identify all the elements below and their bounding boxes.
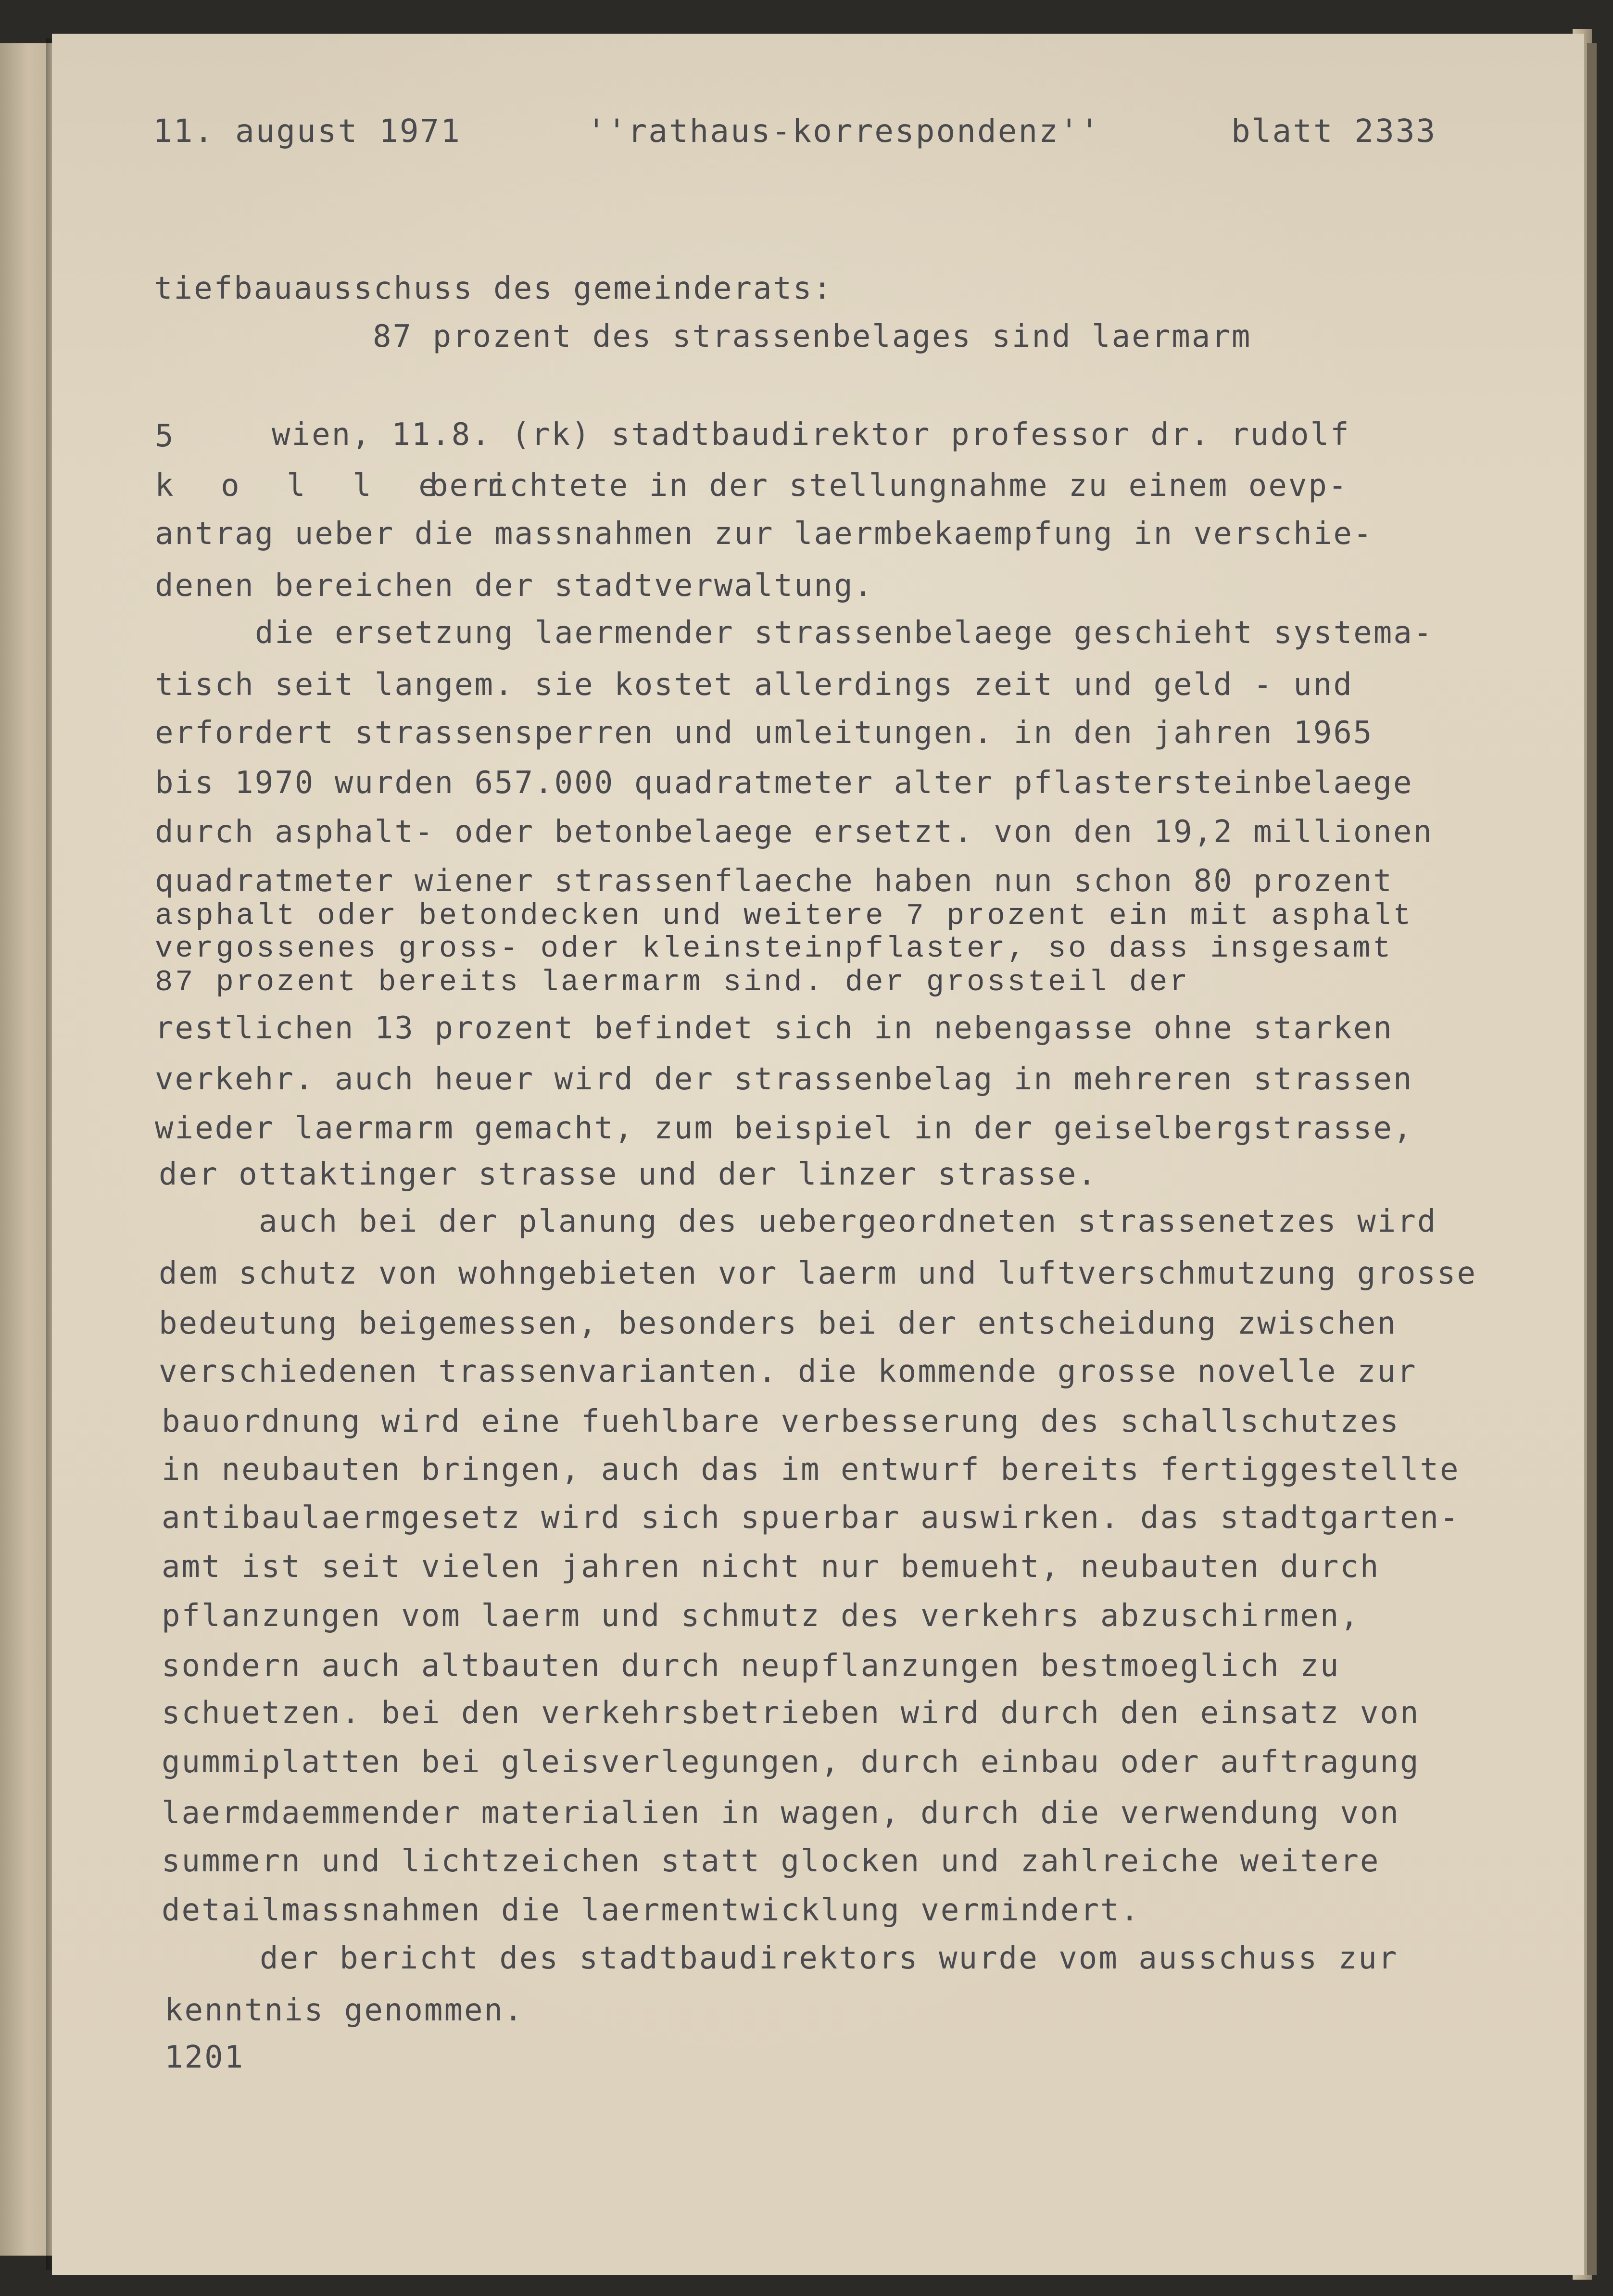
overtyped-line: asphalt oder betondecken und weitere 7 prozent ein mit asphalt (155, 899, 1413, 933)
header-publication: ''rathaus-korrespondenz'' (587, 113, 1101, 150)
text-line: bedeutung beigemessen, besonders bei der entscheidung zwischen (159, 1306, 1397, 1341)
document-page (52, 34, 1584, 2275)
footer-code: 1201 (164, 2040, 245, 2075)
text-line: verschiedenen trassenvarianten. die kommende grosse novelle zur (159, 1354, 1417, 1389)
previous-page-edge (0, 43, 52, 2256)
text-line: sondern auch altbauten durch neupflanzungen bestmoeglich zu (162, 1648, 1340, 1684)
text-line: gummiplatten bei gleisverlegungen, durch einbau oder auftragung (162, 1744, 1420, 1780)
text-line: laermdaemmender materialien in wagen, durch die verwendung von (162, 1795, 1400, 1831)
header-sheet-number: blatt 2333 (1231, 113, 1437, 150)
text-line: restlichen 13 prozent befindet sich in nebengasse ohne starken (155, 1010, 1393, 1046)
overtyped-line: vergossenes gross- oder kleinsteinpflaster, so dass insgesamt (155, 932, 1393, 966)
text-line: tisch seit langem. sie kostet allerdings zeit und geld - und (155, 667, 1353, 703)
text-line: bis 1970 wurden 657.000 quadratmeter alter pflastersteinbelaege (155, 765, 1413, 801)
text-line: amt ist seit vielen jahren nicht nur bemueht, neubauten durch (162, 1549, 1380, 1585)
paragraph-start: auch bei der planung des uebergeordneten strassenetzes wird (259, 1204, 1437, 1239)
header-date: 11. august 1971 (153, 113, 462, 150)
paragraph-start: die ersetzung laermender strassenbelaege geschieht systema- (255, 615, 1434, 651)
text-line: denen bereichen der stadtverwaltung. (155, 568, 874, 604)
text-line: antibaulaermgesetz wird sich spuerbar auswirken. das stadtgarten- (162, 1500, 1460, 1536)
text-line: durch asphalt- oder betonbelaege ersetzt. von den 19,2 millionen (155, 814, 1433, 850)
text-line: summern und lichtzeichen statt glocken und zahlreiche weitere (162, 1843, 1380, 1879)
text-line: pflanzungen vom laerm und schmutz des verkehrs abzuschirmen, (162, 1598, 1360, 1634)
text-line: wieder laermarm gemacht, zum beispiel in der geiselbergstrasse, (155, 1110, 1413, 1146)
text-line: erfordert strassensperren und umleitungen. in den jahren 1965 (155, 715, 1374, 751)
text-line: der ottaktinger strasse und der linzer strasse. (159, 1157, 1097, 1192)
text-line: quadratmeter wiener strassenflaeche haben nun schon 80 prozent (155, 863, 1393, 899)
text-line: verkehr. auch heuer wird der strassenbelag in mehreren strassen (155, 1061, 1413, 1097)
article-marker: 5 (155, 418, 175, 454)
text-line: antrag ueber die massnahmen zur laermbekaempfung in verschie- (155, 516, 1374, 552)
page-stack-shadow (1587, 43, 1597, 2275)
author-name-spaced: k o l l e r (155, 468, 517, 504)
text-line: kenntnis genommen. (164, 1993, 524, 2028)
text-line: detailmassnahmen die laermentwicklung vermindert. (162, 1892, 1141, 1928)
text-line: wien, 11.8. (rk) stadtbaudirektor professor dr. rudolf (272, 417, 1350, 453)
text-line: dem schutz von wohngebieten vor laerm und luftverschmutzung grosse (159, 1256, 1477, 1291)
text-line: bauordnung wird eine fuehlbare verbesserung des schallschutzes (162, 1404, 1400, 1439)
text-line: in neubauten bringen, auch das im entwurf bereits fertiggestellte (162, 1452, 1460, 1488)
headline-line-2: 87 prozent des strassenbelages sind laermarm (373, 319, 1252, 354)
headline-line-1: tiefbauausschuss des gemeinderats: (154, 271, 833, 306)
overtyped-line: 87 prozent bereits laermarm sind. der grossteil der (155, 965, 1190, 999)
text-line: berichtete in der stellungnahme zu einem oevp- (429, 468, 1348, 504)
text-line: schuetzen. bei den verkehrsbetrieben wird durch den einsatz von (162, 1695, 1420, 1731)
paragraph-start: der bericht des stadtbaudirektors wurde vom ausschuss zur (260, 1941, 1399, 1976)
